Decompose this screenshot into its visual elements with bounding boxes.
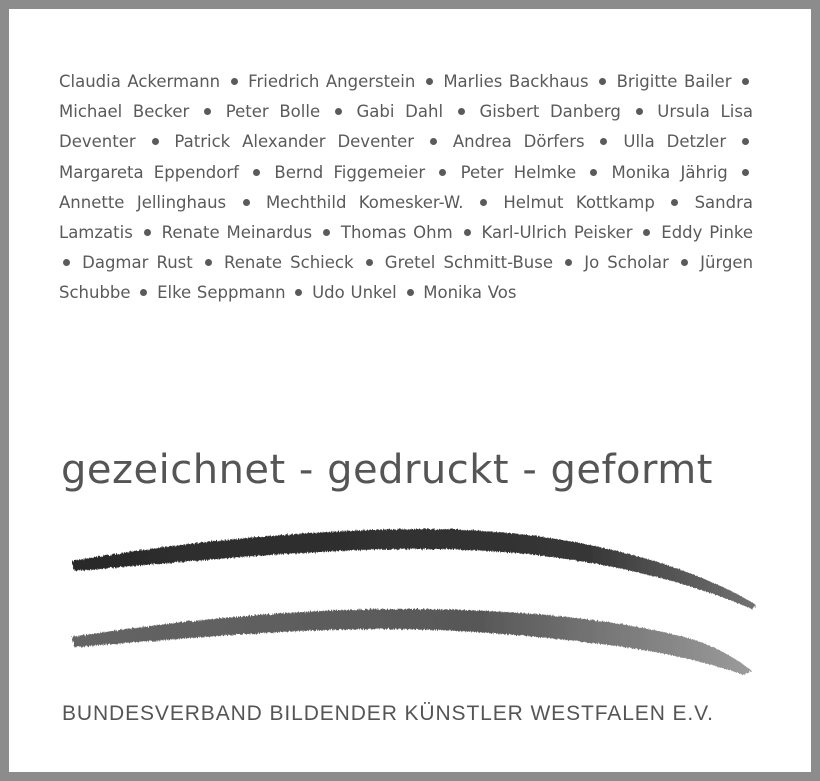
bullet-separator xyxy=(204,108,211,115)
lower-brush-stroke xyxy=(72,609,752,675)
artist-name: Dagmar Rust xyxy=(82,253,193,273)
upper-brush-stroke xyxy=(72,529,756,609)
bullet-separator xyxy=(742,138,749,145)
artist-name: Elke Seppmann xyxy=(157,283,286,303)
bullet-separator xyxy=(480,199,487,206)
artist-name: Eddy Pinke xyxy=(661,223,754,243)
artist-name: Mechthild Komesker-W. xyxy=(265,192,464,212)
artist-name: Michael Becker xyxy=(59,102,190,122)
bullet-separator xyxy=(439,169,446,176)
artist-name: Karl-Ulrich Peisker xyxy=(481,223,633,243)
bullet-separator xyxy=(636,108,643,115)
artist-name: Gabi Dahl xyxy=(356,102,444,122)
artist-name: Margareta Eppendorf xyxy=(59,162,239,182)
bullet-separator xyxy=(231,78,238,85)
artist-name: Jo Scholar xyxy=(584,253,669,273)
artist-name: Monika Jährig xyxy=(611,162,728,182)
artist-list xyxy=(59,67,753,309)
bullet-separator xyxy=(643,229,650,236)
brush-strokes-illustration xyxy=(64,519,764,679)
artist-name: Thomas Ohm xyxy=(340,223,453,243)
bullet-separator xyxy=(295,289,302,296)
bullet-separator xyxy=(323,229,330,236)
artist-name: Gretel Schmitt-Buse xyxy=(384,253,553,273)
bullet-separator xyxy=(464,229,471,236)
artist-name: Friedrich Angerstein xyxy=(248,72,416,91)
bullet-separator xyxy=(152,138,159,145)
bullet-separator xyxy=(671,199,678,206)
bullet-separator xyxy=(458,108,465,115)
bullet-separator xyxy=(63,259,70,266)
artist-name: Marlies Backhaus xyxy=(443,72,589,91)
bullet-separator xyxy=(407,289,414,296)
artist-name: Peter Helmke xyxy=(460,162,577,182)
bullet-separator xyxy=(205,259,212,266)
artist-name: Jürgen Schubbe xyxy=(59,253,754,303)
bullet-separator xyxy=(430,138,437,145)
bullet-separator xyxy=(600,138,607,145)
artist-name: Ursula Lisa Deventer xyxy=(59,102,754,152)
association-name: BUNDESVERBAND BILDENDER KÜNSTLER WESTFALEN E.V. xyxy=(62,702,714,725)
artist-name: Claudia Ackermann xyxy=(59,72,221,91)
artist-name: Sandra Lamzatis xyxy=(59,192,753,243)
bullet-separator xyxy=(140,289,147,296)
artist-name: Renate Meinardus xyxy=(161,223,313,243)
artist-name: Monika Vos xyxy=(423,283,517,303)
bullet-separator xyxy=(590,169,597,176)
artist-name: Ulla Detzler xyxy=(623,132,727,152)
bullet-separator xyxy=(742,169,749,176)
artist-name: Peter Bolle xyxy=(225,102,321,122)
artist-name: Andrea Dörfers xyxy=(452,132,585,152)
artist-name: Patrick Alexander Deventer xyxy=(174,132,415,152)
artist-name: Brigitte Bailer xyxy=(616,72,732,91)
bullet-separator xyxy=(599,78,606,85)
artist-name: Annette Jellinghaus xyxy=(59,192,227,212)
cover-page xyxy=(9,9,811,772)
bullet-separator xyxy=(144,229,151,236)
artist-name: Renate Schieck xyxy=(224,253,354,273)
bullet-separator xyxy=(742,78,749,85)
bullet-separator xyxy=(426,78,433,85)
bullet-separator xyxy=(366,259,373,266)
artist-name: Helmut Kottkamp xyxy=(503,192,655,212)
exhibition-title: gezeichnet - gedruckt - geformt xyxy=(61,447,713,493)
bullet-separator xyxy=(243,199,250,206)
bullet-separator xyxy=(681,259,688,266)
bullet-separator xyxy=(335,108,342,115)
bullet-separator xyxy=(565,259,572,266)
artist-name: Udo Unkel xyxy=(312,283,397,303)
artist-name: Gisbert Danberg xyxy=(479,102,621,122)
bullet-separator xyxy=(253,169,260,176)
artist-name: Bernd Figgemeier xyxy=(274,162,426,182)
